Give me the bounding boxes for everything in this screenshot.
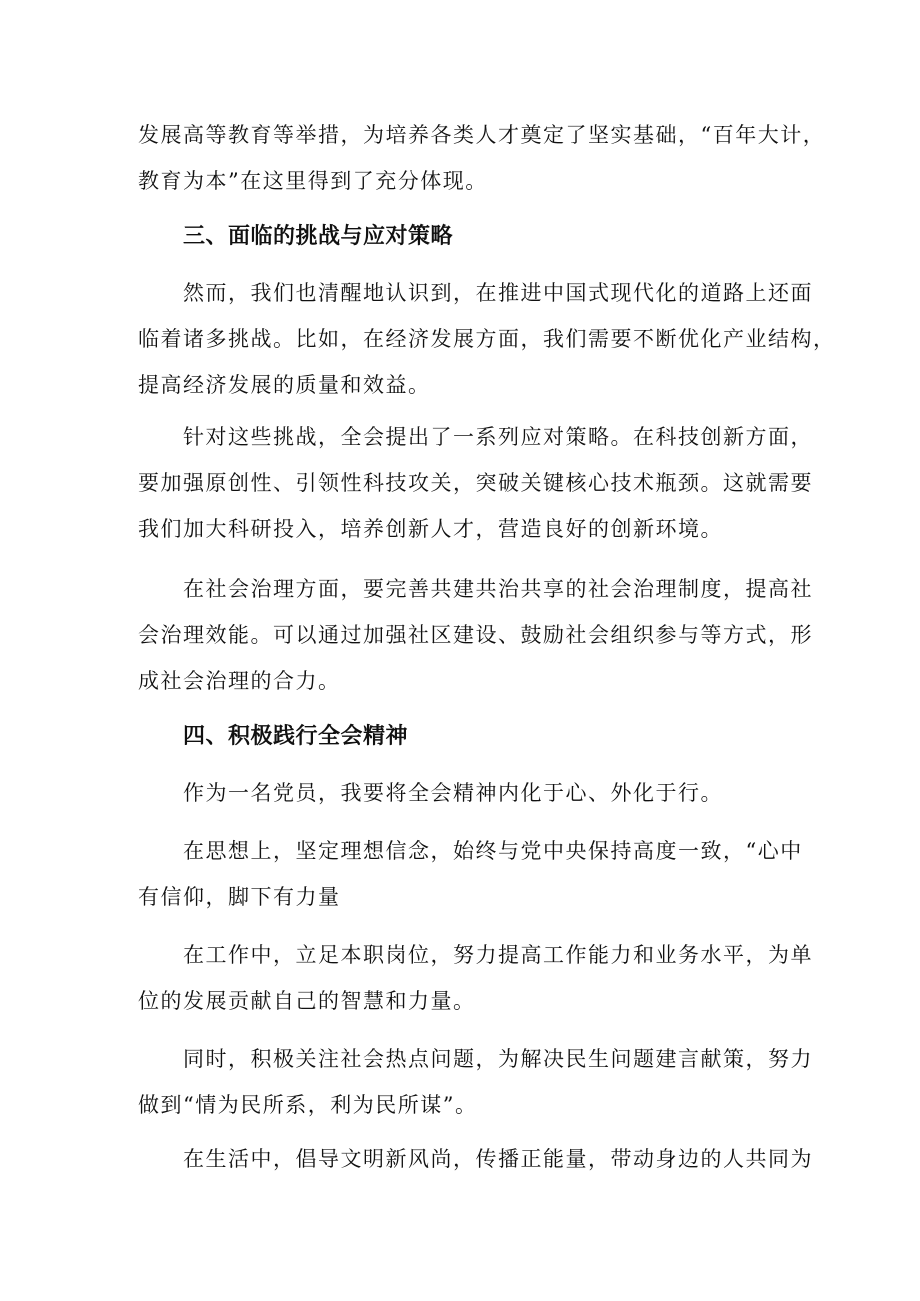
text-line: 然而，我们也清醒地认识到，在推进中国式现代化的道路上还面 xyxy=(138,281,813,305)
paragraph-education xyxy=(138,112,826,204)
text-line: 我们加大科研投入，培养创新人才，营造良好的创新环境。 xyxy=(138,517,723,541)
text-line: 发展高等教育等举措，为培养各类人才奠定了坚实基础，“百年大计， xyxy=(138,123,826,147)
paragraph-thought xyxy=(138,828,803,920)
paragraph-social-governance xyxy=(138,566,813,704)
text-line: 做到“情为民所系，利为民所谋”。 xyxy=(138,1093,478,1117)
text-line: 有信仰，脚下有力量 xyxy=(138,885,341,909)
paragraph-party-member xyxy=(138,770,798,816)
paragraph-livelihood xyxy=(138,1036,813,1128)
text-line: 同时，积极关注社会热点问题，为解决民生问题建言献策，努力 xyxy=(138,1047,813,1071)
text-line: 位的发展贡献自己的智慧和力量。 xyxy=(138,989,476,1013)
section-heading-practice: 四、积极践行全会精神 xyxy=(183,724,409,749)
text-line: 提高经济发展的质量和效益。 xyxy=(138,373,431,397)
text-line: 在工作中，立足本职岗位，努力提高工作能力和业务水平，为单 xyxy=(138,943,813,967)
paragraph-work xyxy=(138,932,813,1024)
paragraph-challenges-intro xyxy=(138,270,836,408)
text-line: 临着诸多挑战。比如，在经济发展方面，我们需要不断优化产业结构， xyxy=(138,327,836,351)
text-line: 会治理效能。可以通过加强社区建设、鼓励社会组织参与等方式，形 xyxy=(138,623,813,647)
text-line: 针对这些挑战，全会提出了一系列应对策略。在科技创新方面， xyxy=(138,425,813,449)
paragraph-life xyxy=(138,1136,813,1182)
text-line: 成社会治理的合力。 xyxy=(138,669,341,693)
text-line: 在生活中，倡导文明新风尚，传播正能量，带动身边的人共同为 xyxy=(138,1147,813,1171)
text-line: 作为一名党员，我要将全会精神内化于心、外化于行。 xyxy=(138,781,723,805)
section-heading-challenges: 三、面临的挑战与应对策略 xyxy=(183,224,454,249)
text-line: 教育为本”在这里得到了充分体现。 xyxy=(138,169,488,193)
text-line: 在思想上，坚定理想信念，始终与党中央保持高度一致，“心中 xyxy=(138,839,803,863)
paragraph-strategies xyxy=(138,414,813,552)
text-line: 要加强原创性、引领性科技攻关，突破关键核心技术瓶颈。这就需要 xyxy=(138,471,813,495)
text-line: 在社会治理方面，要完善共建共治共享的社会治理制度，提高社 xyxy=(138,577,813,601)
